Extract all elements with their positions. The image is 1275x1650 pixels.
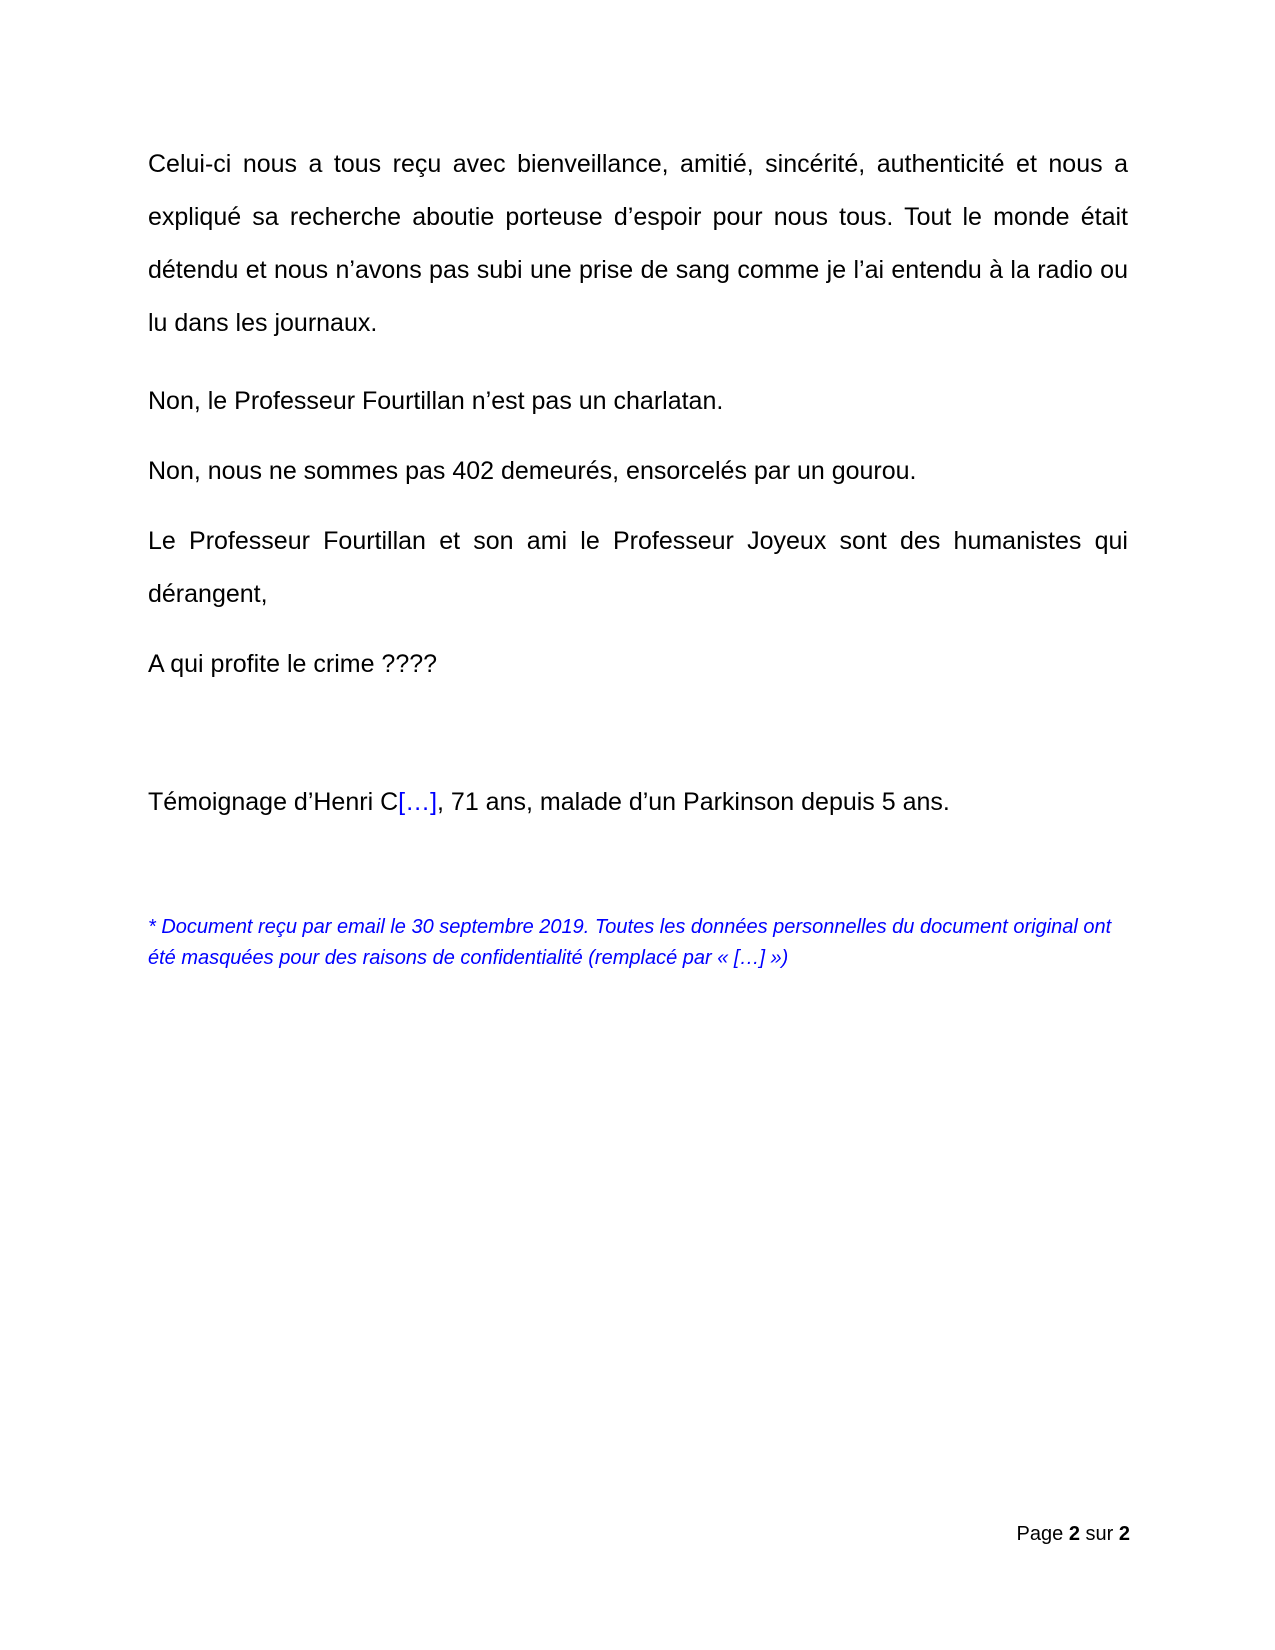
paragraph-not-charlatan: Non, le Professeur Fourtillan n’est pas un charlatan. (148, 387, 724, 415)
paragraph-question: A qui profite le crime ???? (148, 650, 438, 678)
paragraph-humanists: Le Professeur Fourtillan et son ami le Professeur Joyeux sont des humanistes qui dérangent, (148, 527, 1128, 608)
paragraph-reception: Celui-ci nous a tous reçu avec bienveillance, amitié, sincérité, authenticité et nous a expliqué sa recherche aboutie porteuse d’espoir pour nous tous. Tout le monde était détendu et nous n’avons pas subi une prise de sang comme je l’ai entendu à la radio ou lu dans les journaux. (148, 150, 1128, 337)
confidentiality-footnote: * Document reçu par email le 30 septembre 2019. Toutes les données personnelles du document original ont été masquées pour des raisons de confidentialité (remplacé par « […] ») (148, 916, 1112, 969)
redacted-name: […] (398, 788, 438, 816)
signature-prefix: Témoignage d’Henri C (148, 788, 399, 816)
testimony-signature (148, 776, 1128, 829)
paragraph-not-bewitched: Non, nous ne sommes pas 402 demeurés, ensorcelés par un gourou. (148, 457, 917, 485)
page-label: Page (1016, 1523, 1064, 1545)
current-page: 2 (1068, 1523, 1080, 1545)
page-number (1017, 1520, 1130, 1548)
of-label: sur (1085, 1523, 1114, 1545)
total-pages: 2 (1118, 1523, 1130, 1545)
signature-suffix: , 71 ans, malade d’un Parkinson depuis 5 ans. (437, 788, 950, 816)
